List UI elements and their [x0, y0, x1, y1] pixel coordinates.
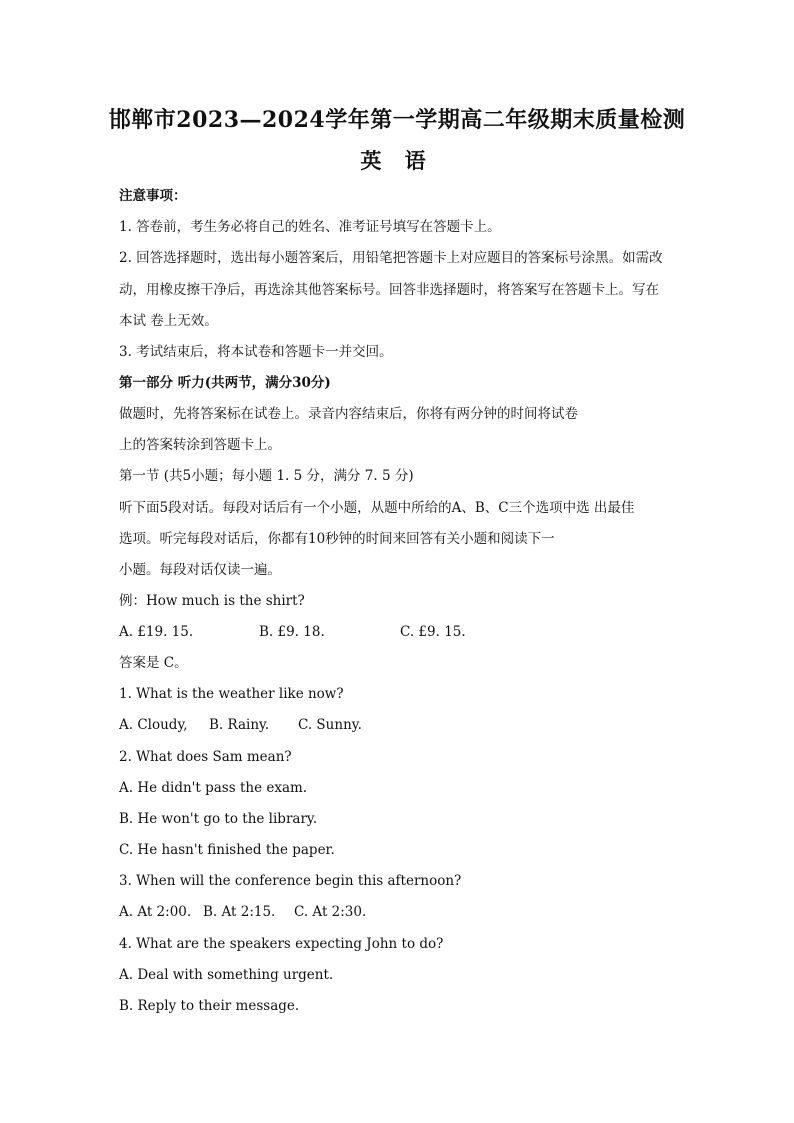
question-4-option-b: B. Reply to their message. [119, 998, 300, 1014]
question-4-option-a: A. Deal with something urgent. [119, 967, 334, 983]
example-option-c: C. £9. 15. [400, 624, 466, 640]
subject-title: 英 语 [360, 148, 434, 173]
question-1-option-a: A. Cloudy, [119, 717, 188, 733]
question-2-option-c: C. He hasn't finished the paper. [119, 842, 335, 858]
section1-instruction-line-2: 选项。听完每段对话后，你都有10秒钟的时间来回答有关小题和阅读下一 [119, 531, 555, 547]
question-1-option-c: C. Sunny. [298, 717, 362, 733]
question-2-option-a: A. He didn't pass the exam. [119, 780, 308, 796]
question-2-option-b: B. He won't go to the library. [119, 811, 318, 827]
question-1: 1. What is the weather like now? [119, 686, 344, 702]
question-4: 4. What are the speakers expecting John to do? [119, 936, 444, 952]
notes-heading: 注意事项： [119, 188, 187, 204]
example-question: 例：How much is the shirt? [119, 593, 305, 609]
section1-instruction-line-1: 听下面5段对话。每段对话后有一个小题，从题中所给的A、B、C三个选项中选 出最佳 [119, 500, 635, 516]
note-item-2-line-1: 2. 回答选择题时，选出每小题答案后，用铅笔把答题卡上对应题目的答案标号涂黑。如需改 [119, 250, 663, 266]
question-3-option-b: B. At 2:15. [203, 904, 276, 920]
note-item-2-line-3: 本试 卷上无效。 [119, 313, 218, 329]
note-item-2-line-2: 动，用橡皮擦干净后，再选涂其他答案标号。回答非选择题时，将答案写在答题卡上。写在 [119, 282, 659, 298]
section1-heading: 第一节 (共5小题；每小题 1. 5 分，满分 7. 5 分) [119, 468, 414, 484]
note-item-1: 1. 答卷前，考生务必将自己的姓名、准考证号填写在答题卡上。 [119, 219, 501, 235]
part1-instruction-line-1: 做题时，先将答案标在试卷上。录音内容结束后，你将有两分钟的时间将试卷 [119, 406, 578, 422]
question-3-option-c: C. At 2:30. [294, 904, 367, 920]
question-3: 3. When will the conference begin this afternoon? [119, 873, 462, 889]
question-2: 2. What does Sam mean? [119, 749, 292, 765]
example-option-b: B. £9. 18. [259, 624, 325, 640]
example-option-a: A. £19. 15. [119, 624, 194, 640]
section1-instruction-line-3: 小题。每段对话仅读一遍。 [119, 562, 281, 578]
note-item-3: 3. 考试结束后，将本试卷和答题卡一并交回。 [119, 344, 393, 360]
part1-heading: 第一部分 听力(共两节，满分30分) [119, 375, 331, 391]
question-3-option-a: A. At 2:00. [119, 904, 192, 920]
example-answer: 答案是 C。 [119, 655, 188, 671]
question-1-option-b: B. Rainy. [209, 717, 270, 733]
exam-title: 邯郸市2023—2024学年第一学期高二年级期末质量检测 [108, 107, 686, 133]
part1-instruction-line-2: 上的答案转涂到答题卡上。 [119, 437, 281, 453]
